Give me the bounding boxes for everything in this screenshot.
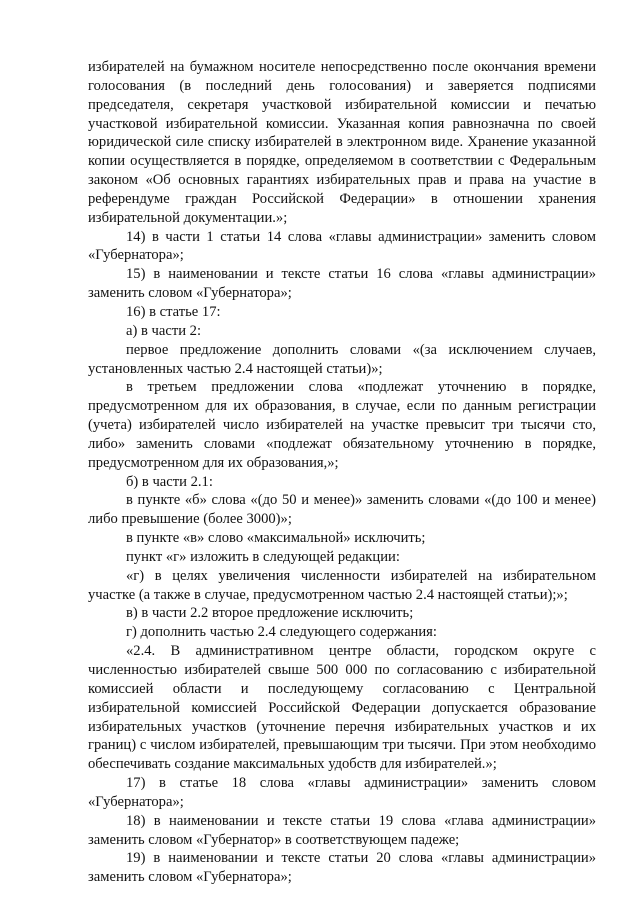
- document-page: [88, 58, 596, 887]
- paragraph-subitem-g: г) дополнить частью 2.4 следующего содержания:: [126, 624, 437, 641]
- paragraph-item-16: 16) в статье 17:: [126, 303, 221, 320]
- paragraph-part-2-4: «2.4. В административном центре области, городском округе с численностью избирателей свыше 500 000 по согласованию с избирательной комиссией области и последующему согласованию с Центральной избирательной комиссией Российской Федерации допускается образование избирательных участков (уточнение перечня избирательных участков и их границ) с числом избирателей, превышающим три тысячи. При этом необходимо обеспечивать создание максимальных удобств для избирателей.»;: [88, 643, 596, 773]
- paragraph-subitem-v: в) в части 2.2 второе предложение исключить;: [126, 605, 414, 622]
- paragraph-point-g: пункт «г» изложить в следующей редакции:: [126, 548, 400, 565]
- paragraph-item-14: 14) в части 1 статьи 14 слова «главы администрации» заменить словом «Губернатора»;: [88, 228, 596, 264]
- paragraph-first-sentence: первое предложение дополнить словами «(за исключением случаев, установленных частью 2.4 настоящей статьи)»;: [88, 341, 596, 377]
- paragraph-continuation: избирателей на бумажном носителе непосредственно после окончания времени голосования (в последний день голосования) и заверяется подписями председателя, секретаря участковой избирательной комиссии и печатью участковой избирательной комиссии. Указанная копия равнозначна по своей юридической силе списку избирателей в электронном виде. Хранение указанной копии осуществляется в порядке, определяемом в соответствии с Федеральным законом «Об основных гарантиях избирательных прав и права на участие в референдуме граждан Российской Федерации» в отношении хранения избирательной документации.»;: [88, 59, 596, 226]
- paragraph-third-sentence: в третьем предложении слова «подлежат уточнению в порядке, предусмотренном для их образования, в случае, если по данным регистрации (учета) избирателей число избирателей на участке превысит три тысячи сто, либо» заменить словами «подлежат обязательному уточнению в порядке, предусмотренном для их образования,»;: [88, 379, 596, 471]
- paragraph-item-15: 15) в наименовании и тексте статьи 16 слова «главы администрации» заменить словом «Губернатора»;: [88, 266, 596, 302]
- paragraph-subitem-b: б) в части 2.1:: [126, 473, 213, 490]
- paragraph-subitem-a: а) в части 2:: [126, 322, 202, 339]
- paragraph-point-v: в пункте «в» слово «максимальной» исключить;: [126, 530, 426, 547]
- paragraph-item-19: 19) в наименовании и тексте статьи 20 слова «главы администрации» заменить словом «Губернатора»;: [88, 850, 596, 886]
- paragraph-item-18: 18) в наименовании и тексте статьи 19 слова «глава администрации» заменить словом «Губернатор» в соответствующем падеже;: [88, 812, 596, 848]
- paragraph-point-b: в пункте «б» слова «(до 50 и менее)» заменить словами «(до 100 и менее) либо превышение (более 3000)»;: [88, 492, 596, 528]
- paragraph-item-17: 17) в статье 18 слова «главы администрации» заменить словом «Губернатора»;: [88, 775, 596, 810]
- paragraph-point-g-text: «г) в целях увеличения численности избирателей на избирательном участке (а также в случае, предусмотренном частью 2.4 настоящей статьи);»;: [88, 567, 596, 603]
